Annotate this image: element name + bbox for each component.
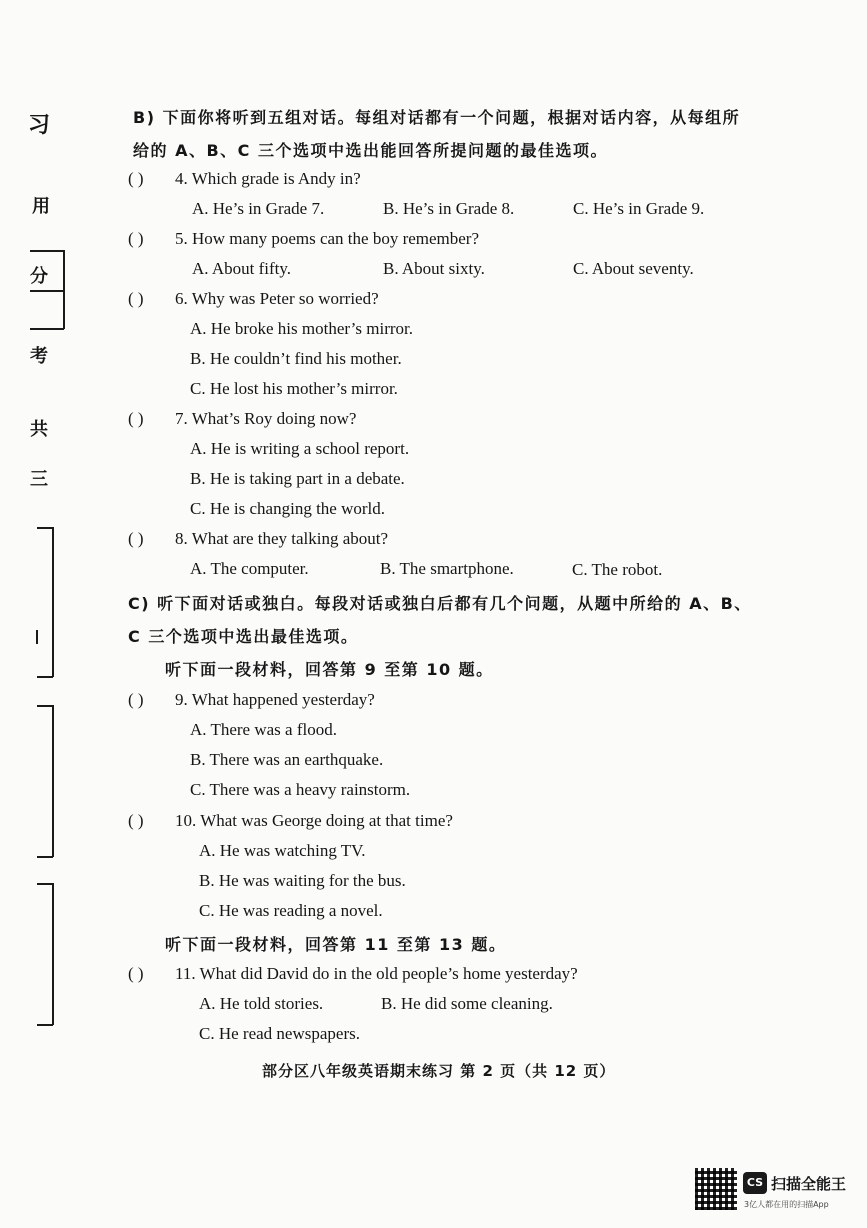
margin-char-gong: 共 (30, 419, 48, 440)
question-6-stem: 6. Why was Peter so worried? (175, 289, 379, 308)
bracket-2-bottom (37, 856, 53, 858)
answer-blank-4[interactable]: ( ) (128, 169, 144, 188)
question-11-stem: 11. What did David do in the old people’s home yesterday? (175, 964, 578, 983)
question-9-option-b: B. There was an earthquake. (190, 750, 384, 769)
answer-blank-10[interactable]: ( ) (128, 811, 144, 830)
margin-char-fen: 分 (30, 266, 48, 287)
question-7-option-c: C. He is changing the world. (190, 499, 385, 518)
question-5-stem: 5. How many poems can the boy remember? (175, 229, 480, 248)
bracket-1-side (52, 527, 54, 677)
section-b-instruction-1: B) 下面你将听到五组对话。每组对话都有一个问题，根据对话内容，从每组所 (133, 108, 741, 127)
question-4-stem: 4. Which grade is Andy in? (175, 169, 361, 188)
margin-char-yong: 用 (32, 196, 50, 217)
question-10-option-a: A. He was watching TV. (199, 841, 366, 860)
question-4-option-a: A. He’s in Grade 7. (192, 199, 325, 218)
answer-blank-11[interactable]: ( ) (128, 964, 144, 983)
camscanner-tagline: 3亿人都在用的扫描App (744, 1200, 829, 1209)
camscanner-logo: CS (743, 1172, 767, 1194)
question-10-option-b: B. He was waiting for the bus. (199, 871, 406, 890)
bracket-3-bottom (37, 1024, 53, 1026)
section-c-note-9-10: 听下面一段材料，回答第 9 至第 10 题。 (165, 660, 494, 679)
bracket-3-side (52, 883, 54, 1025)
question-9-option-c: C. There was a heavy rainstorm. (190, 780, 411, 799)
question-11-option-a: A. He told stories. (199, 994, 324, 1013)
question-11-option-b: B. He did some cleaning. (381, 994, 553, 1013)
section-c-note-11-13: 听下面一段材料，回答第 11 至第 13 题。 (165, 935, 507, 954)
margin-box-top (30, 250, 64, 252)
question-8-option-c: C. The robot. (572, 560, 663, 579)
question-7-stem: 7. What’s Roy doing now? (175, 409, 357, 428)
section-b-instruction-2: 给的 A、B、C 三个选项中选出能回答所提问题的最佳选项。 (133, 141, 608, 160)
page-footer: 部分区八年级英语期末练习 第 2 页（共 12 页） (262, 1062, 616, 1080)
question-8-stem: 8. What are they talking about? (175, 529, 389, 548)
margin-box-bottom (30, 328, 64, 330)
question-5-option-a: A. About fifty. (192, 259, 292, 278)
bracket-1-top (37, 527, 53, 529)
answer-blank-7[interactable]: ( ) (128, 409, 144, 428)
question-7-option-a: A. He is writing a school report. (190, 439, 410, 458)
question-5-option-b: B. About sixty. (383, 259, 485, 278)
margin-char-xi: 习 (28, 113, 51, 138)
bracket-2-top (37, 705, 53, 707)
question-6-option-b: B. He couldn’t find his mother. (190, 349, 402, 368)
bracket-1-bottom (37, 676, 53, 678)
margin-char-kao: 考 (30, 346, 48, 367)
answer-blank-8[interactable]: ( ) (128, 529, 144, 548)
question-5-option-c: C. About seventy. (573, 259, 694, 278)
qr-code-icon (695, 1168, 737, 1210)
bracket-1-mark (36, 630, 38, 644)
margin-box-mid (30, 290, 64, 292)
bracket-3-top (37, 883, 53, 885)
question-4-option-b: B. He’s in Grade 8. (383, 199, 515, 218)
section-c-instruction-1: C) 听下面对话或独白。每段对话或独白后都有几个问题，从题中所给的 A、B、 (128, 594, 752, 613)
margin-char-san: 三 (30, 469, 48, 490)
camscanner-name: 扫描全能王 (771, 1175, 847, 1193)
answer-blank-9[interactable]: ( ) (128, 690, 144, 709)
section-c-instruction-2: C 三个选项中选出最佳选项。 (128, 627, 359, 646)
question-8-option-b: B. The smartphone. (380, 559, 514, 578)
question-6-option-a: A. He broke his mother’s mirror. (190, 319, 414, 338)
question-7-option-b: B. He is taking part in a debate. (190, 469, 405, 488)
question-11-option-c: C. He read newspapers. (199, 1024, 360, 1043)
question-9-stem: 9. What happened yesterday? (175, 690, 375, 709)
question-10-stem: 10. What was George doing at that time? (175, 811, 453, 830)
answer-blank-6[interactable]: ( ) (128, 289, 144, 308)
question-10-option-c: C. He was reading a novel. (199, 901, 383, 920)
bracket-2-side (52, 705, 54, 857)
question-8-option-a: A. The computer. (190, 559, 309, 578)
question-9-option-a: A. There was a flood. (190, 720, 337, 739)
question-6-option-c: C. He lost his mother’s mirror. (190, 379, 398, 398)
question-4-option-c: C. He’s in Grade 9. (573, 199, 705, 218)
answer-blank-5[interactable]: ( ) (128, 229, 144, 248)
